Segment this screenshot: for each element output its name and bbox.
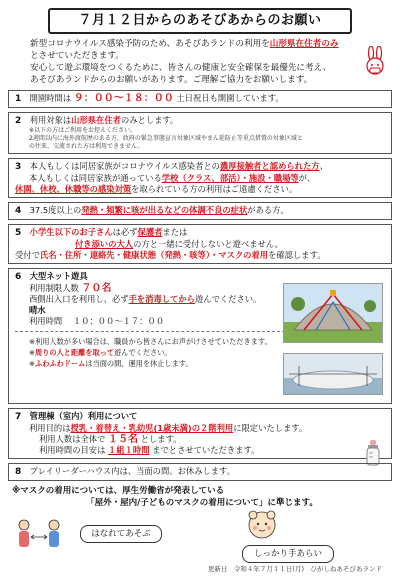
footer-updated-date: 更新日 令和４年７月１１日(月) ひがしねあそびあランド <box>207 565 382 573</box>
intro-line-3: 安心して遊ぶ環境をつくるために、皆さんの健康と安全確保を最優先に考え、 <box>30 63 332 73</box>
section-7-indoor-use: 7 管理棟（室内）利用について 利用目的は授乳・着替え・乳幼児(1歳未満)の２階利用に限定いたします。 利用人数は全体で １５名 とします。 利用時間の目安は １組１時間 までとさせていただきます。 <box>8 408 392 459</box>
section-8-playleader-house: 8 プレイリーダーハウス内は、当面の間、お休みします。 <box>8 463 392 481</box>
opening-hours: ９：００～１８：００ <box>73 93 174 104</box>
mask-note: ※マスクの着用については、厚生労働省が発表している 「屋外・屋内/子どものマスクの着用について」に準じます。 <box>12 486 318 508</box>
section-2-eligibility: 2 利用対象は山形県在住者のみとします。 ※以下の方はご利用をお控えください。 2週間以内に海外渡航歴のある方、政府の緊急事態宣言対象区域やまん延防止等重点措置の対象区域と の往来、交流された方は利用できません。 <box>8 112 392 154</box>
intro-line-2: とさせていただきます。 <box>30 51 124 61</box>
intro-line-1: 新型コロナウイルス感染予防のため、あそびあランドの利用を山形県在住者のみ <box>30 39 339 49</box>
intro-line-4: あそびあランドからのお願いがあります。ご理解ご協力をお願いします。 <box>30 75 313 85</box>
fuwafuwa-dome-photo <box>283 353 383 395</box>
section-4-symptoms: 4 37.5度以上の発熱・頻繁に咳が出るなどの体調不良の症状がある方。 <box>8 202 392 220</box>
section-3-contacts: 3 本人もしくは同居家族がコロナウイルス感染者との濃厚接触者と認められた方、 本人もしくは同居家族が通っている学校（クラス、部活）・施設・職場等が、 休園、休校、休職等の感染対策を取られている方の利用はご遠慮ください。 <box>8 158 392 198</box>
intro-block <box>8 38 392 86</box>
divider <box>15 331 285 332</box>
bottom-illustrations <box>8 511 392 581</box>
rabbit-mascot-icon <box>362 46 388 80</box>
section-1-hours: 1 開園時間は ９：００～１８：００ 土日祝日も開園しています。 <box>8 90 392 108</box>
net-playground-photo <box>283 283 383 343</box>
handwash-character-icon <box>246 509 278 541</box>
page-title: ７月１２日からのあそびあからのお願い <box>48 8 352 34</box>
distancing-people-icon <box>16 517 62 553</box>
section-6-net-playground: 6 大型ネット遊具 利用制限人数 ７０名 西側出入口を利用し、必ず手を消毒してから遊んでください。 晴水 利用時間 １０：００～１７：００ ※利用人数が多い場合は、職員から皆さんにお声がけさせていただきます。 ※周りの人と距離を取って遊んでください。 ※ふわふわドームは当面の間、運用を休止します。 <box>8 268 392 404</box>
section-5-children: 5 小学生以下のお子さんは必ず保護者または 付き添いの大人の方と一緒に受付しないと遊べません。 受付で氏名・住所・連絡先・健康状態（発熱・咳等）・マスクの着用を確認します。 <box>8 224 392 264</box>
capacity-value: ７０名 <box>81 283 112 294</box>
handwash-label: しっかり手あらい <box>242 545 334 563</box>
residents-only-highlight: 山形県在住者のみ <box>269 39 339 49</box>
keep-distance-label: はなれてあそぶ <box>80 525 162 543</box>
